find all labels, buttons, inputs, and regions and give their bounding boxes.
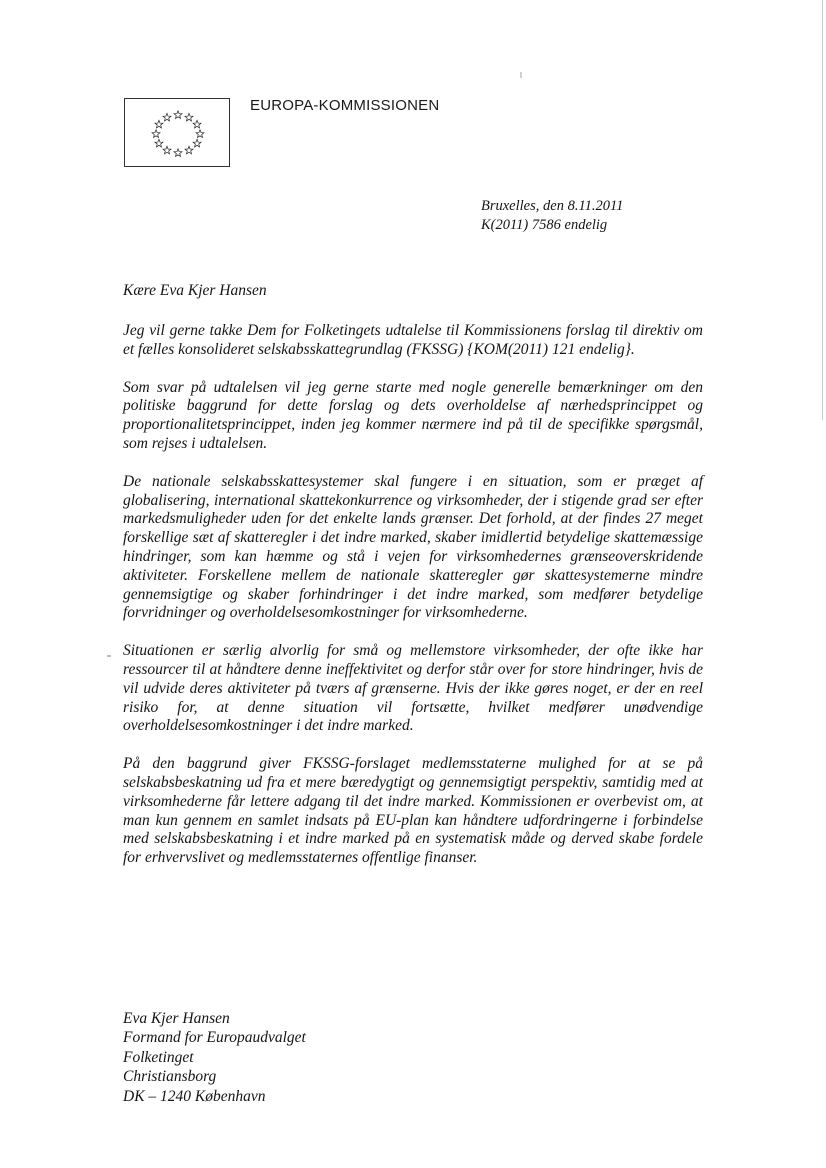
paragraph: På den baggrund giver FKSSG-forslaget medlemsstaterne mulighed for at se på selskabsbeskatning ud fra et mere bæredygtigt og gennemsigtigt perspektiv, samtidig med at virksomhederne får lettere adgang til det indre marked. Kommissionen er overbevist om, at man kun gennem en samlet indsats på EU-plan kan håndtere udfordringerne i forbindelse med selskabsbeskatning i et indre marked på en systematisk måde og derved skabe fordele for erhvervslivet og medlemsstaternes offentlige finanser. <box>123 755 703 867</box>
star-icon <box>193 139 201 147</box>
star-icon <box>185 146 193 154</box>
place-date: Bruxelles, den 8.11.2011 <box>481 198 624 214</box>
star-icon <box>155 139 163 147</box>
star-icon <box>196 130 204 138</box>
recipient-name: Eva Kjer Hansen <box>123 1010 230 1027</box>
recipient-building: Christiansborg <box>123 1068 217 1086</box>
scan-mark <box>520 72 522 78</box>
recipient-address <box>123 1009 306 1106</box>
eu-stars-icon <box>125 99 231 168</box>
reference-block <box>481 197 623 235</box>
star-icon <box>163 113 171 121</box>
letter-body <box>123 322 703 887</box>
reference-number: K(2011) 7586 endelig <box>481 217 608 233</box>
star-icon <box>193 120 201 128</box>
recipient-city: DK – 1240 København <box>123 1087 266 1105</box>
paragraph: De nationale selskabsskattesystemer skal fungere i en situation, som er præget af globalisering, international skattekonkurrence og virksomheder, der i stigende grad ser efter markedsmuligheder uden for det enkelte lands grænser. Det forhold, at der findes 27 meget forskellige sæt af skatteregler i det indre marked, skaber imidlertid betydelige skattemæssige hindringer, som kan hæmme og stå i vejen for virksomhedernes grænseoverskridende aktiviteter. Forskellene mellem de nationale skatteregler gør skattesystemerne mindre gennemsigtige og skaber forhindringer i det indre marked, som medfører betydelige forvridninger og overholdelsesomkostninger for virksomhederne. <box>123 472 703 622</box>
paragraph: Jeg vil gerne takke Dem for Folketingets udtalelse til Kommissionens forslag til direktiv om et fælles konsolideret selskabsskattegrundlag (FKSSG) {KOM(2011) 121 endelig}. <box>123 322 703 358</box>
scan-edge-line <box>822 0 823 420</box>
organization-name: EUROPA-KOMMISSIONEN <box>250 97 440 114</box>
scan-mark <box>107 655 111 657</box>
recipient-title: Formand for Europaudvalget <box>123 1029 306 1047</box>
recipient-institution: Folketinget <box>123 1048 194 1066</box>
star-icon <box>185 113 193 121</box>
star-icon <box>163 146 171 154</box>
paragraph: Situationen er særlig alvorlig for små og mellemstore virksomheder, der ofte ikke har ressourcer til at håndtere denne ineffektivitet og derfor står over for store hindringer, hvis de vil udvide deres aktiviteter på tværs af grænserne. Hvis der ikke gøres noget, er der en reel risiko for, at denne situation vil fortsætte, hvilket medfører unødvendige overholdelsesomkostninger i det indre marked. <box>123 642 703 735</box>
eu-logo <box>124 98 230 167</box>
salutation: Kære Eva Kjer Hansen <box>123 282 267 299</box>
star-icon <box>155 120 163 128</box>
paragraph: Som svar på udtalelsen vil jeg gerne starte med nogle generelle bemærkninger om den politiske baggrund for dette forslag og dets overholdelse af nærhedsprincippet og proportionalitetsprincippet, inden jeg kommer nærmere ind på til de specifikke spørgsmål, som rejses i udtalelsen. <box>123 378 703 452</box>
star-icon <box>174 149 182 157</box>
star-icon <box>152 130 160 138</box>
star-icon <box>174 111 182 119</box>
